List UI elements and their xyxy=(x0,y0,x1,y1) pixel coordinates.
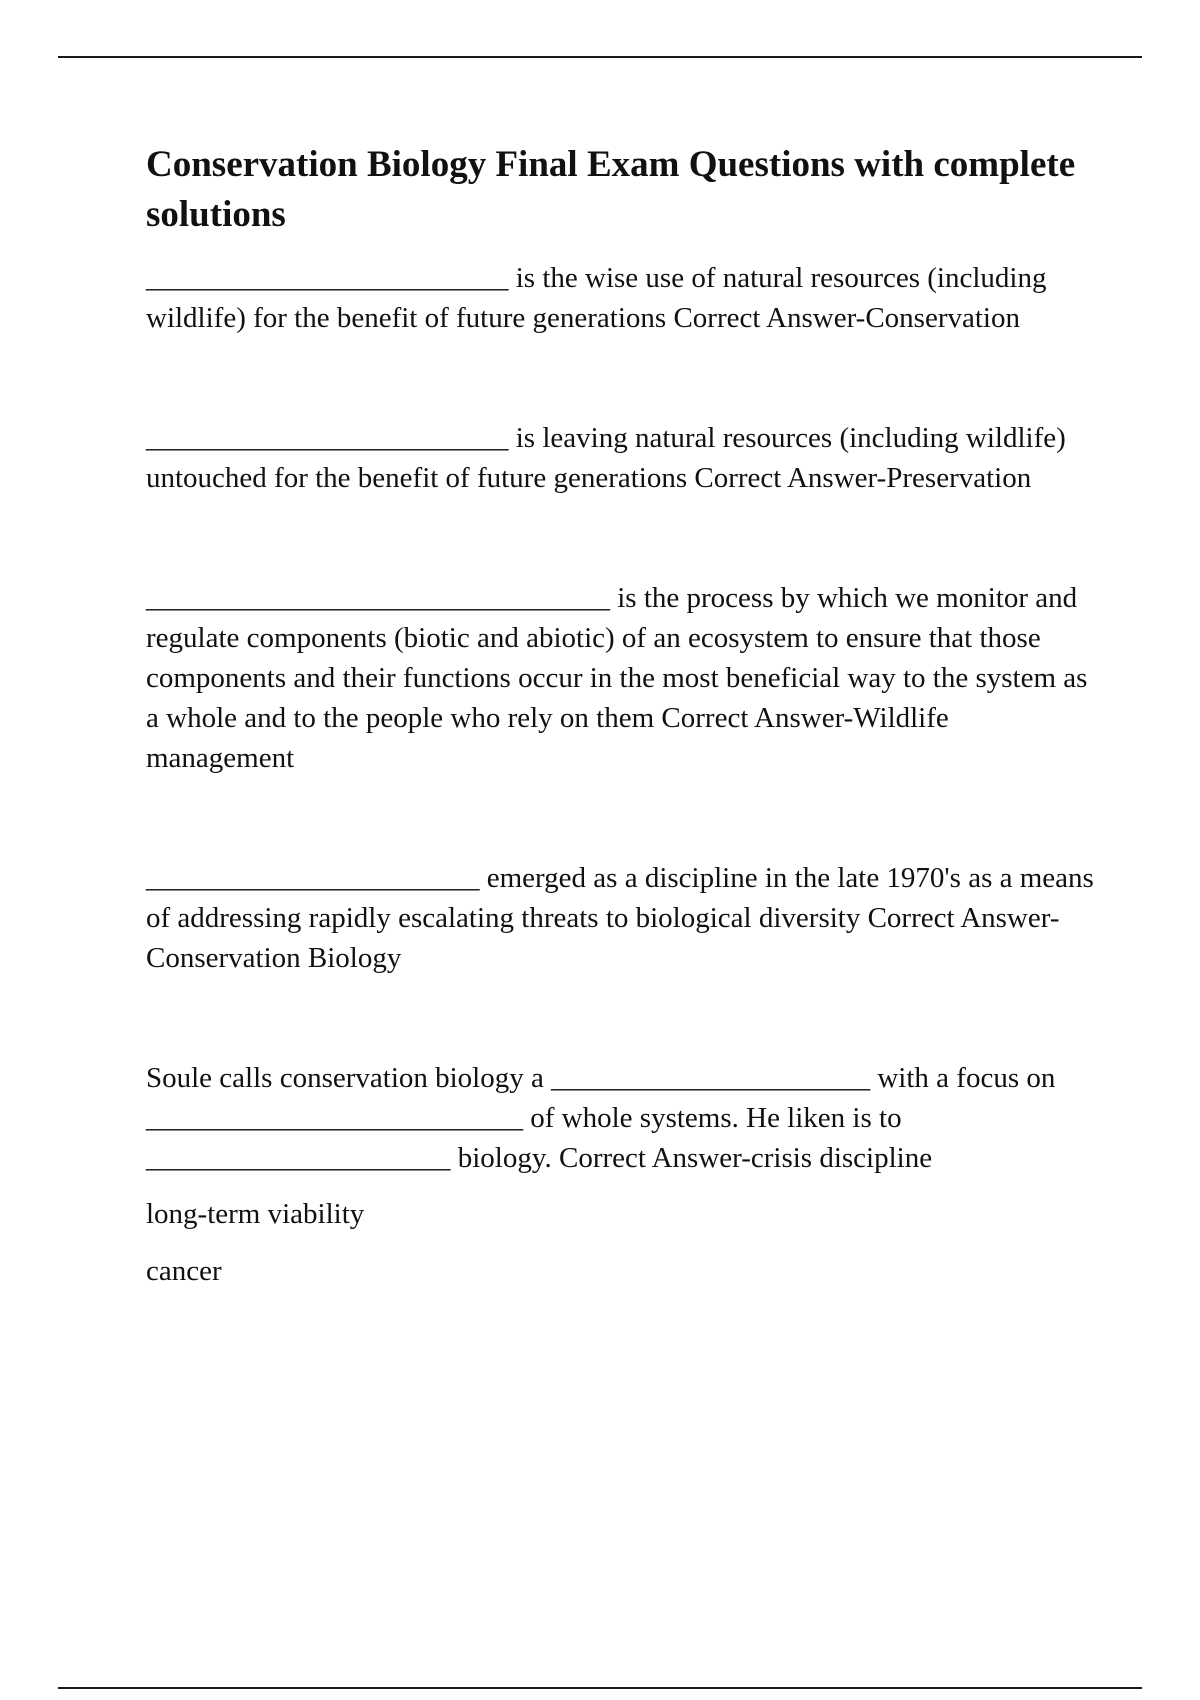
extra-answer-2: cancer xyxy=(146,1255,222,1287)
top-rule xyxy=(58,56,1142,58)
document-title: Conservation Biology Final Exam Questions with complete solutions xyxy=(146,144,1076,235)
question-5: Soule calls conservation biology a ______________________ with a focus on __________________________ of whole systems. He liken is to _____________________ biology. Correct Answer-crisis discipline xyxy=(146,1062,1056,1174)
extra-answer-1: long-term viability xyxy=(146,1198,365,1230)
question-3: ________________________________ is the process by which we monitor and regulate components (biotic and abiotic) of an ecosystem to ensure that those components and their functions occur in the most beneficial way to the system as a whole and to the people who rely on them Correct Answer-Wildlife management xyxy=(146,582,1088,774)
document-body xyxy=(146,140,1096,1308)
question-1: _________________________ is the wise use of natural resources (including wildlife) for the benefit of future generations Correct Answer-Conservation xyxy=(146,262,1047,334)
question-4: _______________________ emerged as a discipline in the late 1970's as a means of addressing rapidly escalating threats to biological diversity Correct Answer-Conservation Biology xyxy=(146,862,1094,974)
question-2: _________________________ is leaving natural resources (including wildlife) untouched for the benefit of future generations Correct Answer-Preservation xyxy=(146,422,1066,494)
bottom-rule xyxy=(58,1687,1142,1689)
